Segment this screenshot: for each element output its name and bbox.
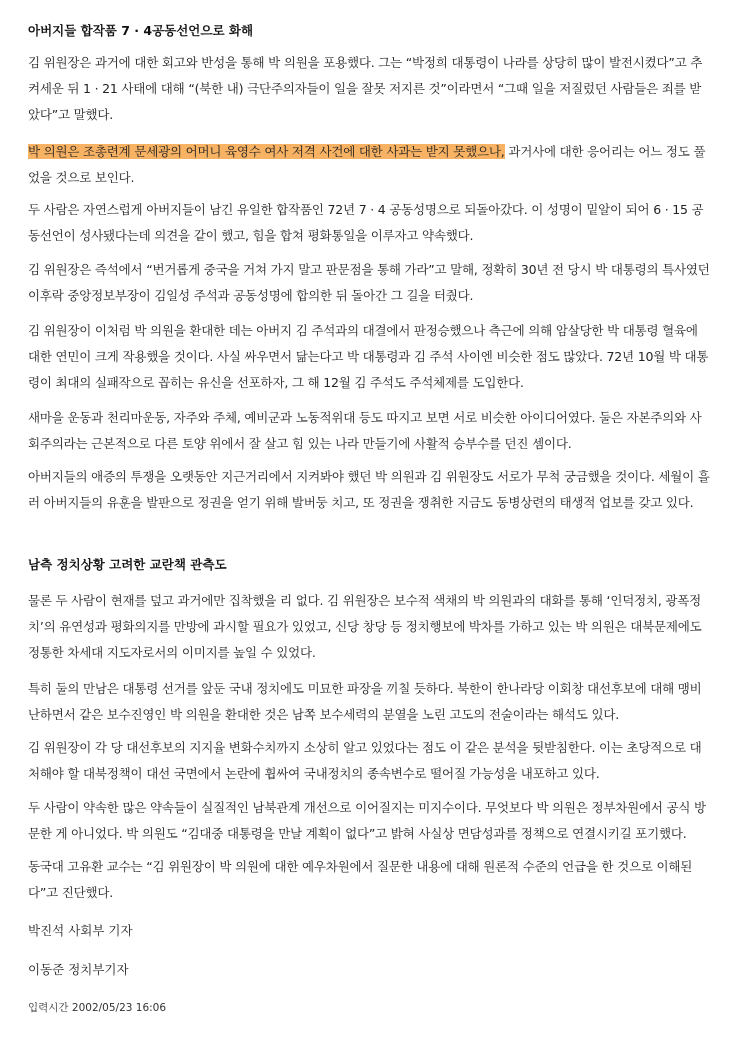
article-paragraph: 김 위원장이 이처럼 박 의원을 환대한 데는 아버지 김 주석과의 대결에서 판정승했으나 측근에 의해 암살당한 박 대통령 혈육에 대한 연민이 크게 작용했을 것이다. 사실 싸우면서 닮는다고 박 대통령과 김 주석 사이엔 비슷한 점도 많았다. 72년 10월 박 대통령이 최대의 실패작으로 꼽히는 유신을 선포하자, 그 해 12월 김 주석도 주석체제를 도입한다.: [28, 323, 709, 390]
timestamp: 입력시간 2002/05/23 16:06: [28, 1002, 167, 1014]
article-paragraph: 두 사람이 약속한 많은 약속들이 실질적인 남북관계 개선으로 이어질지는 미지수이다. 무엇보다 박 의원은 정부차원에서 공식 방문한 게 아니었다. 박 의원도 “김대중 대통령을 만날 계획이 없다”고 밝혀 사실상 면담성과를 정책으로 연결시키길 포기했다.: [28, 800, 706, 841]
section-heading: 아버지들 합작품 7 · 4공동선언으로 화해: [28, 23, 254, 38]
article-paragraph: 김 위원장은 과거에 대한 회고와 반성을 통해 박 의원을 포용했다. 그는 “박정희 대통령이 나라를 상당히 많이 발전시켰다”고 추켜세운 뒤 1 · 21 사태에 대해 “(북한 내) 극단주의자들이 일을 잘못 저지른 것”이라면서 “그때 일을 저질렀던 사람들은 죄를 받았다”고 말했다.: [28, 55, 703, 122]
byline: 이동준 정치부기자: [28, 962, 129, 977]
article-paragraph: [28, 139, 710, 191]
highlighted-text: 박 의원은 조총련계 문세광의 어머니 육영수 여사 저격 사건에 대한 사과는 받지 못했으나,: [28, 144, 505, 159]
article-paragraph: 물론 두 사람이 현재를 덮고 과거에만 집착했을 리 없다. 김 위원장은 보수적 색채의 박 의원과의 대화를 통해 ‘인덕정치, 광폭정치’의 유연성과 평화의지를 만방에 과시할 필요가 있었고, 신당 창당 등 정치행보에 박차를 가하고 있는 박 의원은 대북문제에도 정통한 차세대 지도자로서의 이미지를 높일 수 있었다.: [28, 593, 702, 660]
section-heading: 남측 정치상황 고려한 교란책 관측도: [28, 557, 227, 572]
article-paragraph: 김 위원장이 각 당 대선후보의 지지율 변화수치까지 소상히 알고 있었다는 점도 이 같은 분석을 뒷받침한다. 이는 초당적으로 대처해야 할 대북정책이 대선 국면에서 논란에 휩싸여 국내정치의 종속변수로 떨어질 가능성을 내포하고 있다.: [28, 740, 702, 781]
article-paragraph: 특히 둘의 만남은 대통령 선거를 앞둔 국내 정치에도 미묘한 파장을 끼칠 듯하다. 북한이 한나라당 이회창 대선후보에 대해 맹비난하면서 같은 보수진영인 박 의원을 환대한 것은 남쪽 보수세력의 분열을 노린 고도의 전술이라는 해석도 있다.: [28, 681, 702, 722]
byline: 박진석 사회부 기자: [28, 923, 133, 938]
article-paragraph: 두 사람은 자연스럽게 아버지들이 남긴 유일한 합작품인 72년 7 · 4 공동성명으로 되돌아갔다. 이 성명이 밑알이 되어 6 · 15 공동선언이 성사됐다는데 의견을 같이 했고, 힘을 합쳐 평화통일을 이루자고 약속했다.: [28, 202, 704, 243]
article-paragraph: 동국대 고유환 교수는 “김 위원장이 박 의원에 대한 예우차원에서 질문한 내용에 대해 원론적 수준의 언급을 한 것으로 이해된다”고 진단했다.: [28, 859, 693, 900]
article-paragraph: 새마을 운동과 천리마운동, 자주와 주체, 예비군과 노동적위대 등도 따지고 보면 서로 비슷한 아이디어였다. 둘은 자본주의와 사회주의라는 근본적으로 다른 토양 위에서 잘 살고 힘 있는 나라 만들기에 사활적 승부수를 던진 셈이다.: [28, 410, 702, 451]
article-paragraph: 아버지들의 애증의 투쟁을 오랫동안 지근거리에서 지켜봐야 했던 박 의원과 김 위원장도 서로가 무척 궁금했을 것이다. 세월이 흘러 아버지들의 유훈을 발판으로 정권을 얻기 위해 발버둥 치고, 또 정권을 쟁취한 지금도 동병상련의 태생적 업보를 갖고 있다.: [28, 469, 710, 510]
article-paragraph: 김 위원장은 즉석에서 “번거롭게 중국을 거쳐 가지 말고 판문점을 통해 가라”고 말해, 정확히 30년 전 당시 박 대통령의 특사였던 이후락 중앙정보부장이 김일성 주석과 공동성명에 합의한 뒤 돌아간 그 길을 터줬다.: [28, 262, 710, 303]
paragraph-text: 과거사에 대한 응어리는 어느 정도 풀었을 것으로 보인다.: [28, 144, 706, 185]
